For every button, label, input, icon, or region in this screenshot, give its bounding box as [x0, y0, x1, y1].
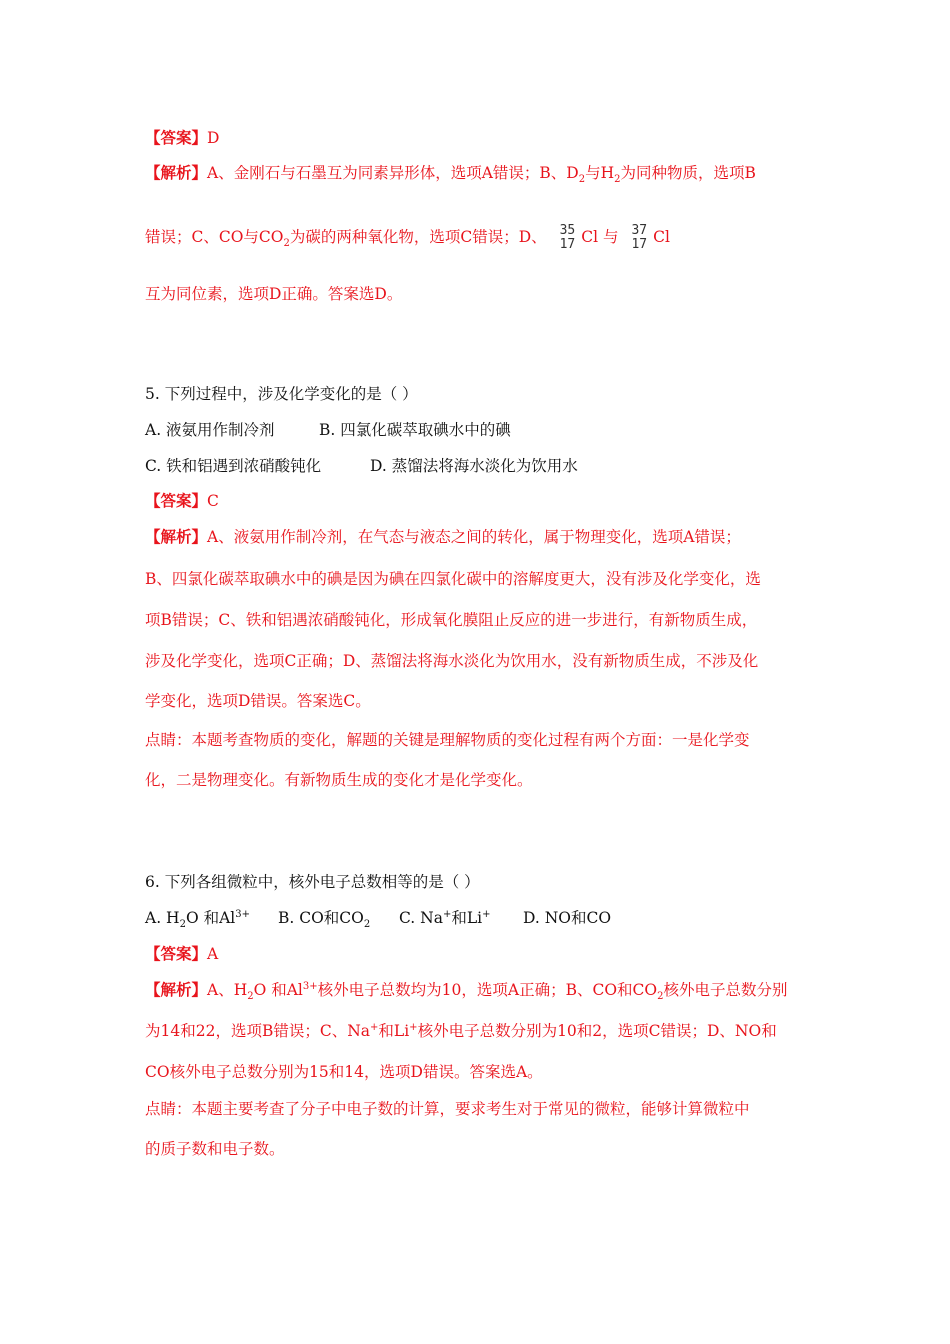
q5-analysis-line-1: 【解析】A、液氨用作制冷剂，在气态与液态之间的转化，属于物理变化，选项A错误； [145, 527, 741, 546]
q6-question: 6. 下列各组微粒中，核外电子总数相等的是（ ） [145, 873, 480, 891]
q4-analysis-line-2: 错误；C、CO与$CO_2$为碳的两种氧化物，选项C错误；D、 35 17 Cl 与 37 17 Cl [145, 223, 670, 252]
q6-option-a: A. $H_2O$ 和$Al^{3+}$ [145, 908, 250, 931]
q6-analysis-line-3: CO核外电子总数分别为15和14，选项D错误。答案选A。 [145, 1063, 543, 1081]
answer-tag: 【答案】 [145, 491, 208, 510]
answer-tag: 【答案】 [145, 944, 208, 963]
isotope-cl37-symbol: Cl [653, 228, 670, 246]
q6-option-c: C. Na+和Li+ [399, 908, 491, 927]
answer-value: A [207, 945, 219, 963]
q4-answer [145, 128, 219, 148]
q5-tip-line-1: 点睛：本题考查物质的变化，解题的关键是理解物质的变化过程有两个方面：一是化学变 [145, 731, 750, 749]
q5-analysis-line-5: 学变化，选项D错误。答案选C。 [145, 692, 371, 710]
q5-option-b: B. 四氯化碳萃取碘水中的碘 [319, 421, 511, 439]
analysis-tag: 【解析】 [145, 527, 208, 546]
q5-options-row-2 [145, 456, 578, 476]
q5-analysis-line-4: 涉及化学变化，选项C正确；D、蒸馏法将海水淡化为饮用水，没有新物质生成，不涉及化 [145, 652, 759, 670]
q6-tip-line-1: 点睛：本题主要考查了分子中电子数的计算，要求考生对于常见的微粒，能够计算微粒中 [145, 1100, 750, 1118]
q5-answer [145, 491, 219, 511]
q6-option-d: D. NO和CO [523, 909, 612, 927]
q5-question: 5. 下列过程中，涉及化学变化的是（ ） [145, 385, 418, 403]
answer-tag: 【答案】 [145, 128, 208, 147]
isotope-cl37-image: 37 17 [631, 223, 648, 252]
q5-analysis-line-3: 项B错误；C、铁和铝遇浓硝酸钝化，形成氧化膜阻止反应的进一步进行，有新物质生成， [145, 611, 758, 629]
q5-tip-line-2: 化，二是物理变化。有新物质生成的变化才是化学变化。 [145, 771, 533, 789]
analysis-tag: 【解析】 [145, 163, 208, 182]
q5-options-row-1 [145, 420, 511, 440]
q6-options-row [145, 908, 612, 931]
q4-analysis-line-3: 互为同位素，选项D正确。答案选D。 [145, 285, 403, 303]
q5-option-a: A. 液氨用作制冷剂 [145, 421, 275, 439]
q6-tip-line-2: 的质子数和电子数。 [145, 1140, 285, 1158]
isotope-cl35-image: 35 17 [559, 223, 576, 252]
answer-value: C [207, 492, 219, 510]
q6-option-b: B. CO和$CO_2$ [278, 909, 371, 931]
q6-analysis-line-1: 【解析】A、$H_2O$ 和$Al^{3+}$核外电子总数均为10，选项A正确；B、CO和$CO_2$核外电子总数分别 [145, 980, 788, 1003]
q5-option-c: C. 铁和铝遇到浓硝酸钝化 [145, 457, 322, 475]
analysis-tag: 【解析】 [145, 980, 208, 999]
isotope-cl35-symbol: Cl [581, 228, 599, 246]
q6-analysis-line-2: 为14和22，选项B错误；C、Na+和Li+核外电子总数分别为10和2，选项C错误；D、NO和 [145, 1021, 777, 1040]
q5-analysis-line-2: B、四氯化碳萃取碘水中的碘是因为碘在四氯化碳中的溶解度更大，没有涉及化学变化，选 [145, 570, 761, 588]
q6-answer [145, 944, 218, 964]
answer-value: D [207, 129, 220, 147]
q4-analysis-line-1: 【解析】A、金刚石与石墨互为同素异形体，选项A错误；B、$D_2$与$H_2$为同种物质，选项B [145, 163, 756, 186]
q5-option-d: D. 蒸馏法将海水淡化为饮用水 [370, 457, 578, 475]
